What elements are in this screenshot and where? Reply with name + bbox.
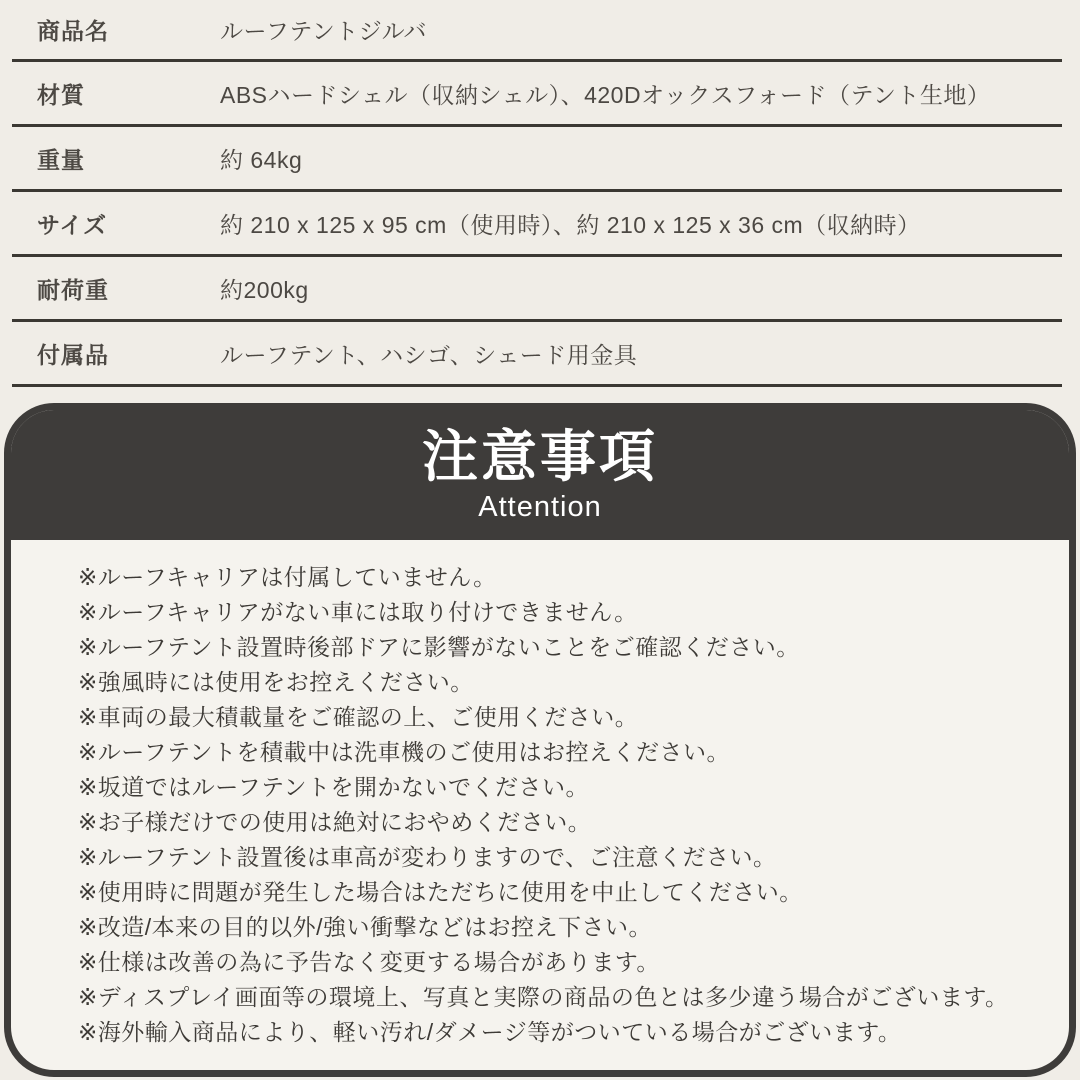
note-item: ※ディスプレイ画面等の環境上、写真と実際の商品の色とは多少違う場合がございます。 [78, 984, 1009, 1010]
note-item: ※仕様は改善の為に予告なく変更する場合があります。 [78, 949, 660, 975]
spec-row-material [12, 62, 1062, 127]
note-item: ※お子様だけでの使用は絶対におやめください。 [78, 809, 592, 835]
spec-value: ルーフテントジルバ [220, 18, 428, 44]
spec-row-size [12, 192, 1062, 257]
spec-table [12, 0, 1062, 387]
note-item: ※車両の最大積載量をご確認の上、ご使用ください。 [78, 704, 639, 730]
spec-label: サイズ [37, 211, 108, 238]
note-item: ※ルーフテントを積載中は洗車機のご使用はお控えください。 [78, 739, 730, 765]
note-item: ※坂道ではルーフテントを開かないでください。 [78, 774, 589, 800]
spec-label: 耐荷重 [37, 276, 109, 303]
note-item: ※使用時に問題が発生した場合はただちに使用を中止してください。 [78, 879, 803, 905]
spec-row-product-name [12, 0, 1062, 62]
spec-label: 付属品 [37, 341, 109, 368]
spec-row-accessories [12, 322, 1062, 387]
attention-card [4, 403, 1076, 1077]
attention-title-ja: 注意事項 [422, 424, 658, 488]
spec-label: 商品名 [37, 18, 109, 44]
spec-value: 約 210 x 125 x 95 cm（使用時）、約 210 x 125 x 36 cm（収納時） [220, 211, 921, 238]
spec-value: 約 64kg [220, 146, 303, 173]
spec-label: 重量 [37, 146, 85, 173]
attention-header [11, 410, 1069, 540]
attention-title-en: Attention [478, 491, 602, 524]
spec-value: 約200kg [220, 276, 309, 303]
spec-row-weight [12, 127, 1062, 192]
note-item: ※改造/本来の目的以外/強い衝撃などはお控え下さい。 [78, 914, 653, 940]
note-item: ※ルーフテント設置後は車高が変わりますので、ご注意ください。 [78, 844, 777, 870]
spec-value: ルーフテント、ハシゴ、シェード用金具 [220, 341, 638, 368]
spec-value: ABSハードシェル（収納シェル）、420Dオックスフォード（テント生地） [220, 81, 991, 108]
notes-list [11, 540, 1069, 1050]
note-item: ※海外輸入商品により、軽い汚れ/ダメージ等がついている場合がございます。 [78, 1019, 902, 1045]
spec-row-load-capacity [12, 257, 1062, 322]
note-item: ※強風時には使用をお控えください。 [78, 669, 474, 695]
note-item: ※ルーフキャリアがない車には取り付けできません。 [78, 599, 638, 625]
spec-label: 材質 [37, 81, 85, 108]
note-item: ※ルーフキャリアは付属していません。 [78, 564, 497, 590]
note-item: ※ルーフテント設置時後部ドアに影響がないことをご確認ください。 [78, 634, 800, 660]
